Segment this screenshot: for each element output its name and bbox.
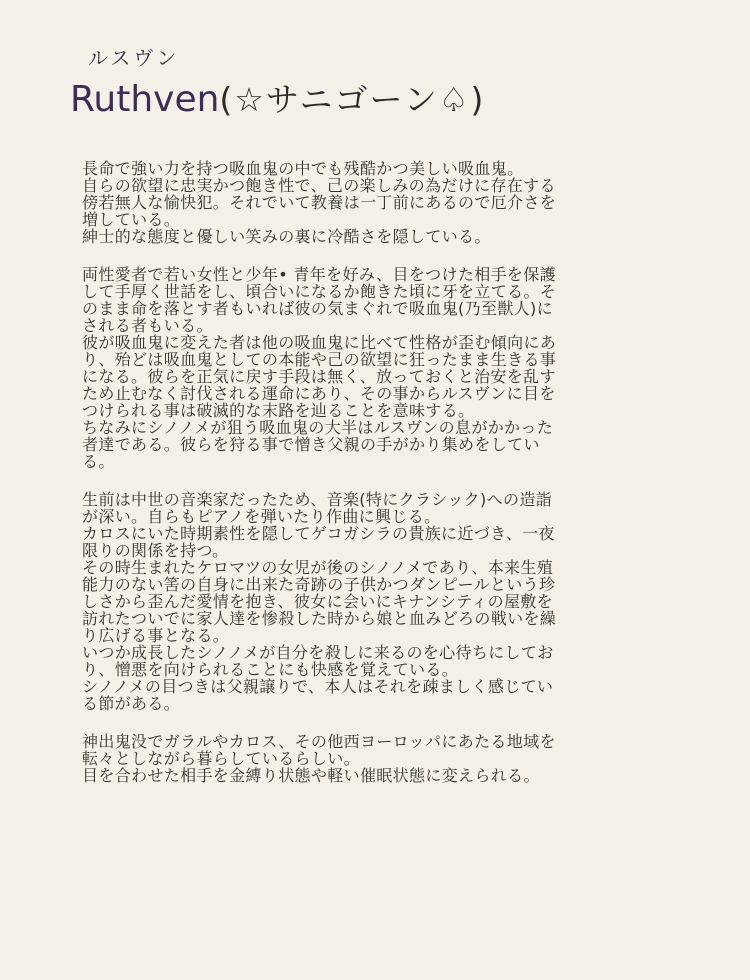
paragraph-1: [82, 160, 678, 245]
text-line: 両性愛者で若い女性と少年• 青年を好み、目をつけた相手を保護: [82, 265, 556, 284]
text-line: り広げる事となる。: [82, 626, 230, 645]
text-line: いつか成長したシノノメが自分を殺しに来るのを心待ちにしてお: [82, 643, 554, 662]
text-line: 目を合わせた相手を金縛り状態や軽い催眠状態に変えられる。: [82, 766, 540, 785]
text-line: 傍若無人な愉快犯。それでいて教養は一丁前にあるので厄介さを: [82, 193, 557, 212]
text-line: のまま命を落とす者もいれば彼の気まぐれで吸血鬼(乃至獣人)に: [82, 299, 553, 318]
text-line: ため止むなく討伐される運命にあり、その事からルスヴンに目を: [82, 384, 556, 403]
text-line: つけられる事は破滅的な末路を辿ることを意味する。: [82, 401, 475, 420]
text-line: 生前は中世の音楽家だったため、音楽(特にクラシック)への造詣: [82, 490, 553, 509]
character-name: [70, 74, 485, 121]
text-line: が深い。自らもピアノを弾いたり作曲に興じる。: [82, 507, 441, 526]
text-line: り、憎悪を向けられることにも快感を覚えている。: [82, 660, 459, 679]
paragraph-2: [82, 266, 678, 470]
paragraph-3: [82, 491, 678, 712]
text-line: 彼が吸血鬼に変えた者は他の吸血鬼に比べて性格が歪む傾向にあ: [82, 333, 557, 352]
text-line: 限りの関係を持つ。: [82, 541, 229, 560]
text-line: 者達である。彼らを狩る事で憎き父親の手がかり集めをしてい: [82, 435, 540, 454]
text-line: ちなみにシノノメが狙う吸血鬼の大半はルスヴンの息がかかった: [82, 418, 554, 437]
text-line: る。: [82, 452, 115, 471]
text-line: り、殆どは吸血鬼としての本能や己の欲望に狂ったまま生きる事: [82, 350, 557, 369]
text-line: カロスにいた時期素性を隠してゲコガシラの貴族に近づき、一夜: [82, 524, 555, 543]
paragraph-4: [82, 733, 678, 784]
text-line: 能力のない筈の自身に出来た奇跡の子供かつダンピールという珍: [82, 575, 556, 594]
text-line: しさから歪んだ愛情を抱き、彼女に会いにキナンシティの屋敷を: [82, 592, 554, 611]
text-line: になる。彼らを正気に戻す手段は無く、放っておくと治安を乱す: [82, 367, 556, 386]
text-line: 神出鬼没でガラルやカロス、その他西ヨーロッパにあたる地域を: [82, 732, 556, 751]
name-latin: Ruthven: [70, 79, 220, 120]
text-line: 紳士的な態度と優しい笑みの裏に冷酷さを隠している。: [82, 227, 491, 246]
text-line: して手厚く世話をし、頃合いになるか飽きた頃に牙を立てる。そ: [82, 282, 557, 301]
profile-body: [82, 160, 678, 805]
text-line: 長命で強い力を持つ吸血鬼の中でも残酷かつ美しい吸血鬼。: [82, 159, 524, 178]
name-ruby: ルスヴン: [88, 46, 180, 70]
text-line: る節がある。: [82, 694, 181, 713]
name-alias: (☆サニゴーン♤): [219, 80, 486, 119]
text-line: 自らの欲望に忠実かつ飽き性で、己の楽しみの為だけに存在する: [82, 176, 556, 195]
text-line: 訪れたついでに家人達を惨殺した時から娘と血みどろの戦いを繰: [82, 609, 557, 628]
text-line: その時生まれたケロマツの女児が後のシノノメであり、本来生殖: [82, 558, 554, 577]
text-line: 増している。: [82, 210, 181, 229]
text-line: シノノメの目つきは父親譲りで、本人はそれを疎ましく感じてい: [82, 677, 554, 696]
text-line: される者もいる。: [82, 316, 213, 335]
text-line: 転々としながら暮らしているらしい。: [82, 749, 360, 768]
